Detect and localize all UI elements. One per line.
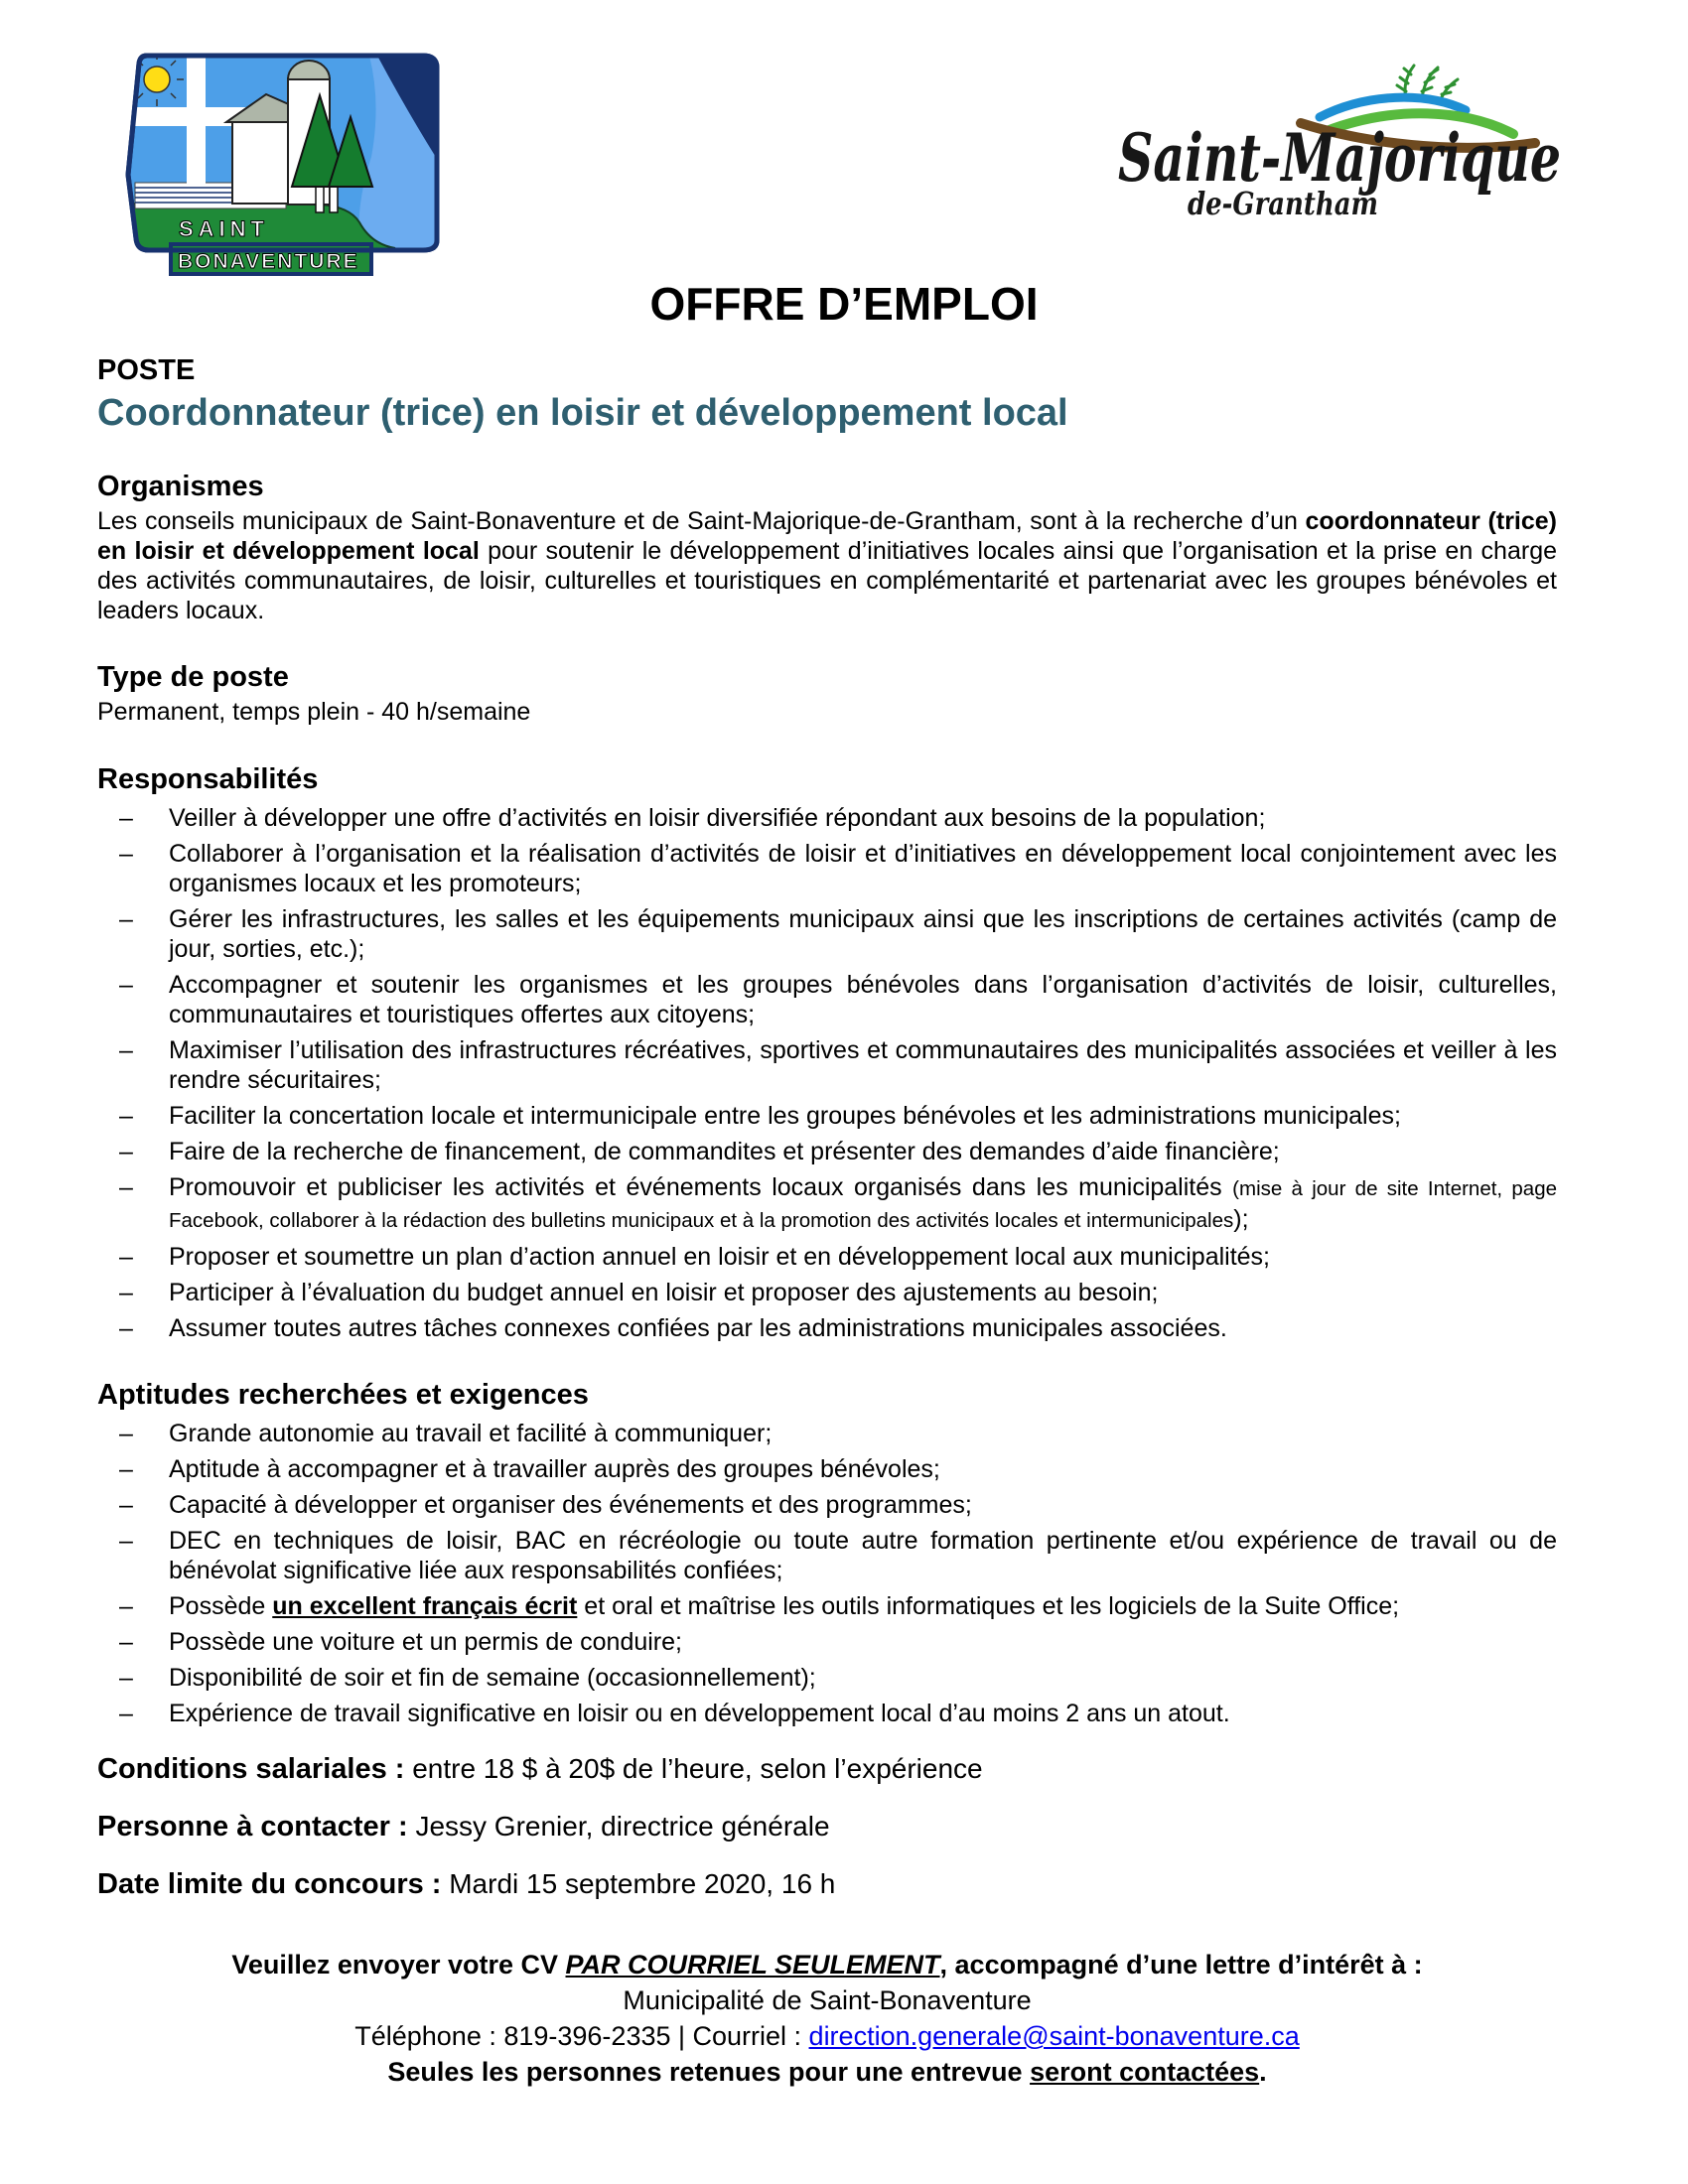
aptitude-item: – Aptitude à accompagner et à travailler auprès des groupes bénévoles; [169,1454,1557,1484]
aptitudes-list [97,1419,1557,1728]
saint-bonaventure-logo [121,48,459,276]
organismes-text-bold: coordonnateur (trice) en loisir et développement local [97,507,1557,565]
responsibility-item: – Veiller à développer une offre d’activités en loisir diversifiée répondant aux besoins de la population; [169,803,1557,833]
footer-line-notice: Seules les personnes retenues pour une entrevue seront contactées. [387,2057,1267,2087]
conditions-label: Conditions salariales : [97,1753,405,1785]
french-requirement-emphasis: un excellent français écrit [272,1592,578,1620]
deadline-value: Mardi 15 septembre 2020, 16 h [449,1868,836,1899]
section-heading-type-poste: Type de poste [97,661,289,693]
responsibility-item: – Assumer toutes autres tâches connexes confiées par les administrations municipales associées. [169,1313,1557,1343]
section-heading-responsabilites: Responsabilités [97,763,319,795]
aptitude-item: – Grande autonomie au travail et facilité à communiquer; [169,1419,1557,1448]
contact-label: Personne à contacter : [97,1811,408,1843]
contact-line [97,1810,1557,1843]
par-courriel-emphasis: PAR COURRIEL SEULEMENT [565,1950,940,1979]
tree-trunk [316,185,324,212]
footer-line-contact: Téléphone : 819-396-2335 | Courriel : direction.generale@saint-bonaventure.ca [354,2021,1300,2051]
cross-horizontal [128,107,249,126]
deadline-line [97,1867,1557,1901]
document-footer [97,1947,1557,2090]
logo-left-line1: SAINT [179,216,269,241]
logo-right-name: Saint-Majorique [1118,119,1561,197]
saint-majorique-logo [1116,62,1565,222]
responsibility-item: – Proposer et soumettre un plan d’action annuel en loisir et en développement local aux municipalités; [169,1242,1557,1272]
barn-wall [232,122,290,204]
logo-right-sub: de-Grantham [1188,185,1378,222]
email-link[interactable]: direction.generale@saint-bonaventure.ca [808,2021,1300,2051]
aptitude-item: – Disponibilité de soir et fin de semaine (occasionnellement); [169,1663,1557,1693]
organismes-paragraph [97,506,1557,625]
logo-left-line2: BONAVENTURE [178,250,359,273]
aptitude-item: – Possède une voiture et un permis de conduire; [169,1627,1557,1657]
organismes-text-after: pour soutenir le développement d’initiatives locales ainsi que l’organisation et la prise en charge des activités communautaires, de loisir, culturelles et touristiques en complémentarité et partenariat avec les groupes bénévoles et leaders locaux. [97,537,1558,624]
aptitude-item: – DEC en techniques de loisir, BAC en récréologie ou toute autre formation pertinente et/ou expérience de travail ou de bénévolat significative liée aux responsabilités confiées; [169,1526,1557,1585]
document-body [0,353,1688,2090]
responsibility-item: – Gérer les infrastructures, les salles et les équipements municipaux ainsi que les inscriptions de certaines activités (camp de jour, sorties, etc.); [169,904,1557,964]
section-heading-organismes: Organismes [97,471,264,502]
document-header [0,0,1688,273]
footer-line-cv: Veuillez envoyer votre CV PAR COURRIEL SEULEMENT, accompagné d’une lettre d’intérêt à : [231,1950,1423,1979]
responsibility-item-small-text: (mise à jour de site Internet, page Facebook, collaborer à la rédaction des bulletins municipaux et à la promotion des activités locales et intermunicipales [169,1177,1558,1232]
responsibility-item: – Promouvoir et publiciser les activités et événements locaux organisés dans les municipalités (mise à jour de site Internet, page Facebook, collaborer à la rédaction des bulletins municipaux et à la promotion des activités locales et intermunicipales); [169,1172,1557,1236]
responsabilites-list [97,803,1557,1343]
conditions-value: entre 18 $ à 20$ de l’heure, selon l’expérience [412,1753,983,1784]
responsibility-item: – Participer à l’évaluation du budget annuel en loisir et proposer des ajustements au besoin; [169,1278,1557,1307]
footer-line-municipality: Municipalité de Saint-Bonaventure [623,1985,1032,2015]
seront-contactees-underline: seront contactées [1030,2057,1260,2087]
responsibility-item: – Faciliter la concertation locale et intermunicipale entre les groupes bénévoles et les administrations municipales; [169,1101,1557,1131]
section-heading-aptitudes: Aptitudes recherchées et exigences [97,1379,589,1411]
poste-title: Coordonnateur (trice) en loisir et développement local [97,392,1068,434]
responsibility-item: – Maximiser l’utilisation des infrastructures récréatives, sportives et communautaires des municipalités associées et veiller à les rendre sécuritaires; [169,1035,1557,1095]
conditions-salariales-line [97,1752,1557,1786]
aptitude-item: – Possède un excellent français écrit et oral et maîtrise les outils informatiques et les logiciels de la Suite Office; [169,1591,1557,1621]
poste-label: POSTE [97,354,196,386]
page-title: OFFRE D’EMPLOI [649,278,1039,330]
responsibility-item: – Faire de la recherche de financement, de commandites et présenter des demandes d’aide financière; [169,1137,1557,1166]
type-poste-text: Permanent, temps plein - 40 h/semaine [97,698,531,726]
organismes-text-before: Les conseils municipaux de Saint-Bonaventure et de Saint-Majorique-de-Grantham, sont à la recherche d’un [97,507,1306,535]
tree-trunk [330,185,338,212]
contact-value: Jessy Grenier, directrice générale [415,1811,830,1842]
aptitude-item: – Expérience de travail significative en loisir ou en développement local d’au moins 2 ans un atout. [169,1699,1557,1728]
aptitude-item: – Capacité à développer et organiser des événements et des programmes; [169,1490,1557,1520]
responsibility-item: – Collaborer à l’organisation et la réalisation d’activités de loisir et d’initiatives en développement local conjointement avec les organismes locaux et les promoteurs; [169,839,1557,898]
deadline-label: Date limite du concours : [97,1868,442,1900]
responsibility-item: – Accompagner et soutenir les organismes et les groupes bénévoles dans l’organisation d’activités de loisir, culturelles, communautaires et touristiques offertes aux citoyens; [169,970,1557,1029]
